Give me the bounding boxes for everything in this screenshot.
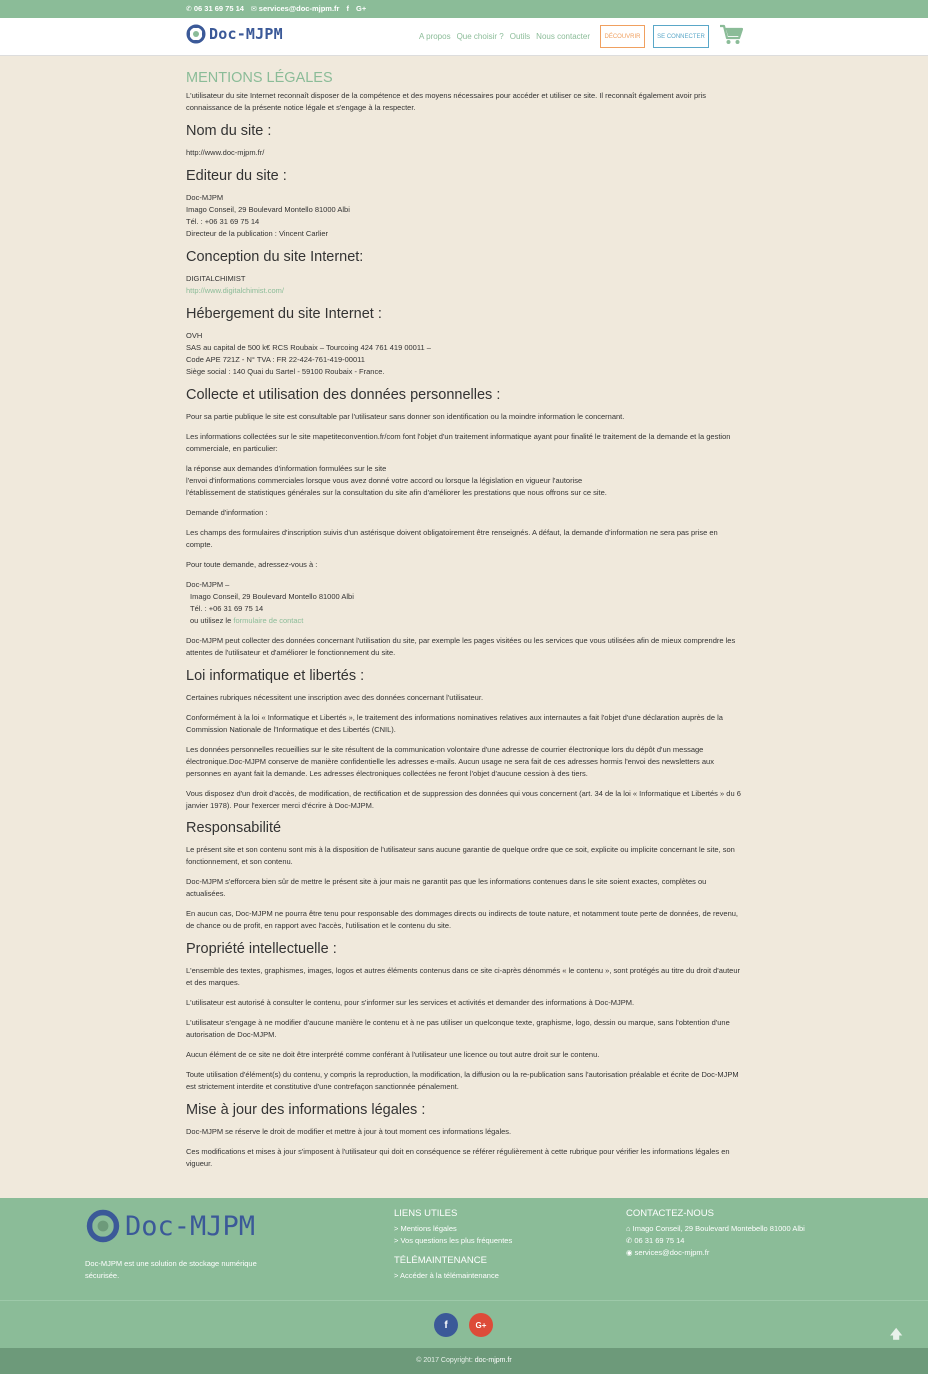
heading-privacy-law: Loi informatique et libertés : — [186, 668, 365, 684]
phone-icon: ✆ — [626, 1236, 635, 1245]
paragraph: Doc-MJPM peut collecter des données concernant l'utilisation du site, par exemple les pages visitées ou les services que vous utilisées afin de mieux comprendre les attentes de l'utilisateur et d'améliorer le fonctionnement du site. — [186, 636, 736, 657]
link-mentions-legales[interactable]: > Mentions légales — [394, 1224, 457, 1233]
editor-block: Doc-MJPM Imago Conseil, 29 Boulevard Montello 81000 Albi Tél. : +06 31 69 75 14 Directeur de la publication : Vincent Carlier — [186, 193, 350, 238]
paragraph: Demande d'information : — [186, 508, 268, 517]
email-contact[interactable]: ✉ services@doc-mjpm.fr — [250, 4, 340, 13]
paragraph: En aucun cas, Doc-MJPM ne pourra être tenu pour responsable des dommages directs ou indirects de toute nature, et notamment toute perte de données, de revenu, de chance ou de profit, en rapport avec l'accès, l'utilisation et le contenu du site. — [186, 909, 738, 930]
nav-outils[interactable]: Outils — [509, 32, 531, 41]
copyright-bar: © 2017 Copyright: doc-mjpm.fr — [0, 1348, 928, 1374]
footer-logo[interactable] — [85, 1208, 255, 1244]
link-faq[interactable]: > Vos questions les plus fréquentes — [394, 1236, 513, 1245]
googleplus-icon[interactable]: G+ — [469, 1313, 493, 1337]
site-header — [0, 18, 928, 56]
logo-text: Doc-MJPM — [209, 25, 283, 43]
intro-paragraph: L'utilisateur du site Internet reconnaît disposer de la compétence et des moyens nécessaires pour accéder et utiliser ce site. Il reconnaît également avoir pris connaissance de la présente notice légale et s'engage à la respecter. — [186, 91, 707, 112]
phone-contact[interactable]: ✆ 06 31 69 75 14 — [186, 4, 244, 13]
paragraph: Aucun élément de ce site ne doit être interprété comme conférant à l'utilisateur une licence ou tout autre droit sur le contenu. — [186, 1050, 600, 1059]
site-url: http://www.doc-mjpm.fr/ — [186, 148, 265, 157]
arrow-up-icon[interactable]: 🡅 — [890, 1327, 903, 1341]
telemaintenance-title: TÉLÉMAINTENANCE — [394, 1255, 487, 1266]
paragraph: Pour toute demande, adressez-vous à : — [186, 560, 318, 569]
footer-email[interactable]: services@doc-mjpm.fr — [634, 1248, 710, 1257]
site-logo[interactable] — [186, 24, 283, 44]
design-block: DIGITALCHIMIST http://www.digitalchimist.com/ — [186, 273, 742, 297]
paragraph: L'utilisateur s'engage à ne modifier d'aucune manière le contenu et à ne pas utiliser un quelconque texte, graphisme, logo, dessin ou marque, sans l'obtention d'une autorisation de Doc-MJPM. — [186, 1018, 730, 1039]
paragraph: Les champs des formulaires d'inscription suivis d'un astérisque doivent obligatoirement être renseignés. A défaut, la demande d'information ne sera pas prise en compte. — [186, 528, 718, 549]
page-title: MENTIONS LÉGALES — [186, 70, 333, 86]
paragraph: Doc-MJPM s'efforcera bien sûr de mettre le présent site à jour mais ne garantit pas que les informations contenues dans le site soient exactes, complètes ou actualisées. — [186, 877, 707, 898]
paragraph: Doc-MJPM se réserve le droit de modifier et mettre à jour à tout moment ces informations légales. — [186, 1127, 512, 1136]
heading-data-collection: Collecte et utilisation des données personnelles : — [186, 387, 501, 403]
cart-icon[interactable] — [719, 24, 743, 46]
legal-content — [186, 70, 742, 1178]
paragraph: Toute utilisation d'élément(s) du contenu, y compris la reproduction, la modification, la diffusion ou la re-publication sans l'autorisation préalable et écrite de Doc-MJPM est strictement interdite et constitutive d'une contrefaçon sanctionnée pénalement. — [186, 1070, 739, 1091]
top-bar — [0, 0, 928, 18]
useful-links-title: LIENS UTILES — [394, 1208, 458, 1219]
purposes-list: la réponse aux demandes d'information formulées sur le site l'envoi d'informations commerciales lorsque vous avez donné votre accord ou lorsque la législation en vigueur l'autorise l'établissement de statistiques générales sur la consultation du site afin d'améliorer les prestations que nous offrons sur ce site. — [186, 464, 607, 497]
heading-site-name: Nom du site : — [186, 123, 272, 139]
googleplus-icon[interactable]: G+ — [355, 4, 367, 13]
nav-nous-contacter[interactable]: Nous contacter — [536, 32, 590, 41]
heading-hosting: Hébergement du site Internet : — [186, 306, 382, 322]
contact-title: CONTACTEZ-NOUS — [626, 1208, 714, 1219]
nav-que-choisir[interactable]: Que choisir ? — [456, 32, 504, 41]
link-telemaintenance[interactable]: > Accéder à la télémaintenance — [394, 1271, 499, 1280]
site-footer — [0, 1198, 928, 1300]
envelope-icon: ✉ — [250, 6, 257, 13]
footer-phone[interactable]: 06 31 69 75 14 — [634, 1236, 685, 1245]
globe-icon: ◉ — [626, 1248, 635, 1257]
heading-editor: Editeur du site : — [186, 168, 287, 184]
heading-intellectual-property: Propriété intellectuelle : — [186, 941, 337, 957]
footer-description: Doc-MJPM est une solution de stockage numérique sécurisée. — [85, 1259, 257, 1280]
telemaintenance — [394, 1255, 499, 1282]
heading-design: Conception du site Internet: — [186, 249, 364, 265]
nav-a-propos[interactable]: A propos — [419, 32, 451, 41]
paragraph: Conformément à la loi « Informatique et Libertés », le traitement des informations nominatives relatives aux internautes a fait l'objet d'une déclaration auprès de la Commission Nationale de l'Informatique et des Libertés (CNIL). — [186, 713, 723, 734]
contact-block: Doc-MJPM – Imago Conseil, 29 Boulevard Montello 81000 Albi Tél. : +06 31 69 75 14 ou utilisez le formulaire de contact — [186, 580, 354, 625]
heading-updates: Mise à jour des informations légales : — [186, 1102, 426, 1118]
facebook-icon[interactable]: f — [346, 4, 349, 13]
contact-us — [626, 1208, 805, 1259]
footer-address: Imago Conseil, 29 Boulevard Montebello 81000 Albi — [632, 1224, 805, 1233]
gear-logo-icon — [85, 1208, 121, 1244]
heading-liability: Responsabilité — [186, 820, 282, 836]
login-button[interactable]: SE CONNECTER — [653, 25, 709, 48]
paragraph: Le présent site et son contenu sont mis à la disposition de l'utilisateur sans aucune garantie de quelque ordre que ce soit, explicite ou implicite concernant le site, son fonctionnement, et son contenu. — [186, 845, 735, 866]
contact-form-link[interactable]: formulaire de contact — [233, 616, 304, 625]
copyright-site-link[interactable]: doc-mjpm.fr — [474, 1357, 512, 1364]
main-nav — [419, 32, 590, 41]
home-icon: ⌂ — [626, 1224, 633, 1233]
paragraph: Certaines rubriques nécessitent une inscription avec des données concernant l'utilisateur. — [186, 693, 484, 702]
phone-icon: ✆ — [186, 6, 192, 13]
paragraph: Ces modifications et mises à jour s'imposent à l'utilisateur qui doit en conséquence se référer régulièrement à cette rubrique pour vérifier les informations légales en vigueur. — [186, 1147, 730, 1168]
paragraph: L'ensemble des textes, graphismes, images, logos et autres éléments contenus dans ce site ci-après dénommés « le contenu », sont protégés au titre du droit d'auteur et des marques. — [186, 966, 741, 987]
useful-links — [394, 1208, 512, 1247]
social-bar — [0, 1300, 928, 1348]
paragraph: L'utilisateur est autorisé à consulter le contenu, pour s'informer sur les services et activités et demander des informations à Doc-MJPM. — [186, 998, 635, 1007]
facebook-icon[interactable]: f — [434, 1313, 458, 1337]
paragraph: Vous disposez d'un droit d'accès, de modification, de rectification et de suppression des données qui vous concernent (art. 34 de la loi « Informatique et Libertés » du 6 janvier 1978). Pour l'exercer merci d'écrire à Doc-MJPM. — [186, 789, 741, 810]
hosting-block: OVH SAS au capital de 500 k€ RCS Roubaix – Tourcoing 424 761 419 00011 – Code APE 721Z - N° TVA : FR 22-424-761-419-00011 Siège social : 140 Quai du Sartel - 59100 Roubaix - France. — [186, 331, 431, 376]
discover-button[interactable]: DÉCOUVRIR — [600, 25, 645, 48]
paragraph: Les données personnelles recueillies sur le site résultent de la communication volontaire d'une adresse de courrier électronique lors du dépôt d'un message électronique.Doc-MJPM conserve de manière confidentielle les adresses e-mails. Aucun usage ne sera fait de ces adresses hormis l'envoi des newsletters aux personnes en ayant fait la demande. Les adresses électroniques collectées ne feront l'objet d'aucune cession à des tiers. — [186, 745, 714, 778]
paragraph: Les informations collectées sur le site mapetiteconvention.fr/com font l'objet d'un traitement informatique ayant pour finalité le traitement de la demande et la gestion commerciale, en particulier: — [186, 432, 731, 453]
gear-logo-icon — [186, 24, 206, 44]
footer-logo-text: Doc-MJPM — [125, 1210, 256, 1242]
digitalchimist-link[interactable]: http://www.digitalchimist.com/ — [186, 286, 284, 295]
paragraph: Pour sa partie publique le site est consultable par l'utilisateur sans donner son identification ou la moindre information le concernant. — [186, 412, 625, 421]
